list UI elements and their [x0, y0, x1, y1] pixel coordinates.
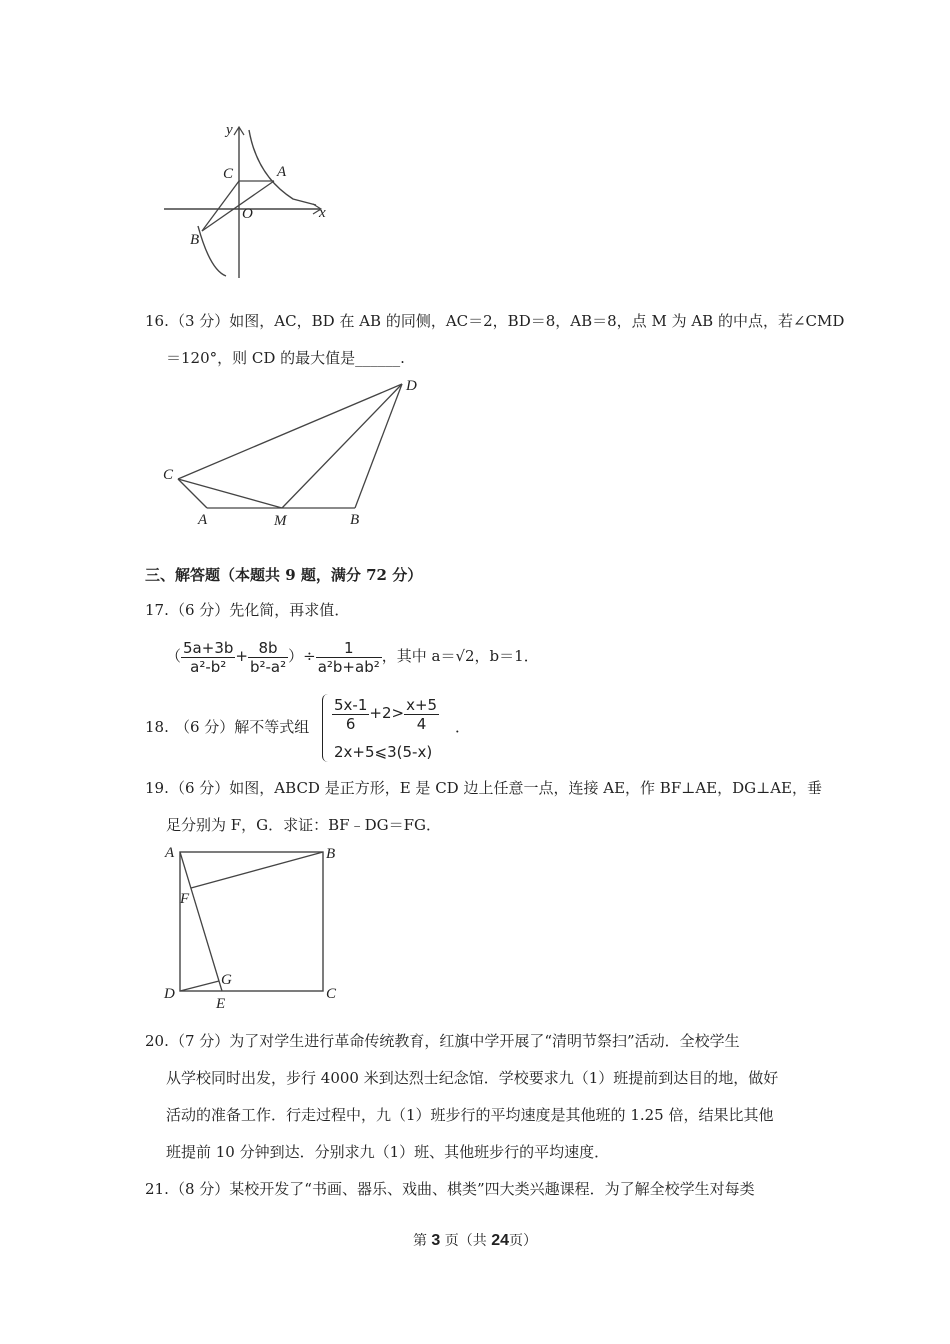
q20-line1: （7 分）为了对学生进行革命传统教育，红旗中学开展了“清明节祭扫”活动．全校学生: [170, 1032, 740, 1050]
q19-number: 19.: [145, 779, 169, 797]
figure-q19: [160, 842, 345, 1012]
label-m: M: [274, 513, 287, 529]
q19-line2: 足分别为 F，G．求证：BF﹣DG＝FG．: [166, 816, 441, 834]
figure-q15: [160, 118, 340, 283]
section-heading: 三、解答题（本题共 9 题，满分 72 分）: [145, 566, 423, 584]
q19-line1: （6 分）如图，ABCD 是正方形，E 是 CD 边上任意一点，连接 AE，作 BF⊥AE，DG⊥AE，垂: [170, 779, 823, 797]
fraction-1: $\frac{5a+3b}{\text{a²-b²}}$: [183, 638, 234, 676]
q16-end: .: [400, 349, 405, 367]
fraction-3: $\frac{1}{\text{a²b+ab²}}$: [317, 638, 380, 676]
open-paren: （: [166, 647, 182, 665]
label-a: A: [277, 164, 287, 180]
label-a: A: [165, 845, 175, 861]
q20-line4: 班提前 10 分钟到达．分别求九（1）班、其他班步行的平均速度．: [166, 1143, 610, 1161]
close-divide: ）÷: [288, 647, 316, 665]
label-o: O: [242, 206, 253, 222]
q17-number: 17.: [145, 601, 169, 619]
q20-line2: 从学校同时出发，步行 4000 米到达烈士纪念馆．学校要求九（1）班提前到达目的地，做好: [166, 1069, 779, 1087]
label-b: B: [190, 232, 200, 248]
q18-ineq2: 2x+5⩽3(5-x): [334, 743, 433, 761]
label-e: E: [216, 996, 226, 1012]
q18-number: 18.: [145, 718, 169, 736]
label-c: C: [326, 986, 337, 1002]
q16-line2-text: ＝120°，则 CD 的最大值是: [166, 349, 356, 367]
q18-system-brace: [322, 694, 331, 762]
q18-end: ．: [455, 718, 471, 736]
page-number: 3: [431, 1232, 441, 1249]
q16-number: 16.: [145, 312, 169, 330]
label-f: F: [180, 891, 190, 907]
fraction-2: $\frac{8b}{\text{b²-a²}}$: [249, 638, 287, 676]
label-x: x: [319, 205, 326, 221]
label-g: G: [221, 972, 232, 988]
label-b: B: [350, 512, 360, 528]
segment-ab: [202, 181, 274, 231]
q18-text: （6 分）解不等式组: [175, 718, 310, 736]
q17-text: （6 分）先化简，再求值．: [170, 601, 350, 619]
q16-line1: （3 分）如图，AC，BD 在 AB 的同侧，AC＝2，BD＝8，AB＝8，点 M 为 AB 的中点，若∠CMD: [170, 312, 845, 330]
plus: +: [235, 647, 248, 665]
page-total: 24: [491, 1232, 510, 1249]
q21-line1: （8 分）某校开发了“书画、器乐、戏曲、棋类”四大类兴趣课程．为了解全校学生对每类: [170, 1180, 755, 1198]
label-b: B: [326, 846, 336, 862]
q20-line3: 活动的准备工作．行走过程中，九（1）班步行的平均速度是其他班的 1.25 倍，结果比其他: [166, 1106, 774, 1124]
q16-line2: [166, 348, 405, 368]
figure-q16: [155, 375, 430, 530]
hyperbola-branch-2: [198, 226, 226, 276]
label-d: D: [164, 986, 175, 1002]
q21-number: 21.: [145, 1180, 169, 1198]
condition: ，其中 a＝√2，b＝1．: [381, 647, 539, 665]
label-y: y: [226, 122, 233, 138]
q20-number: 20.: [145, 1032, 169, 1050]
page-footer: 第 3 页（共 24页）: [412, 1232, 538, 1249]
label-c: C: [163, 467, 174, 483]
label-a: A: [198, 512, 208, 528]
q18-ineq1: $\frac{5x-1}{6}$ +2> $\frac{x+5}{4}$: [334, 695, 438, 733]
label-d: D: [406, 378, 417, 394]
label-c: C: [223, 166, 234, 182]
segment-cb: [202, 181, 239, 231]
q17-expression: [166, 633, 539, 679]
q16-blank: ______: [355, 349, 401, 367]
